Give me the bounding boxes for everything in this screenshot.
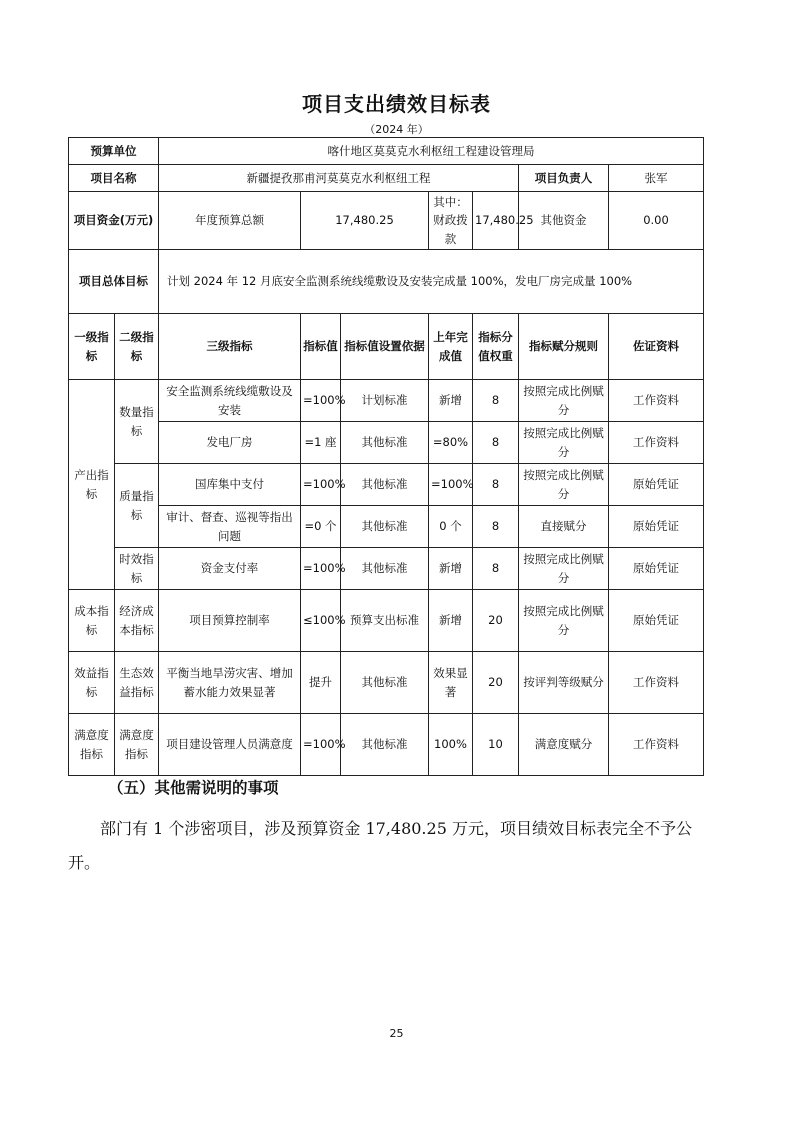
row-proof: 工作资料	[609, 422, 704, 464]
header-level2: 二级指标	[115, 314, 159, 380]
level2-timeliness: 时效指标	[115, 548, 159, 590]
row-weight: 8	[473, 506, 519, 548]
header-value: 指标值	[301, 314, 341, 380]
row-last: 新增	[429, 380, 473, 422]
row-basis: 计划标准	[341, 380, 429, 422]
row-val: ≤100%	[301, 590, 341, 652]
unit-label: 预算单位	[69, 138, 159, 165]
leader-value: 张军	[609, 165, 704, 192]
row-proof: 工作资料	[609, 714, 704, 776]
level2-ecological: 生态效益指标	[115, 652, 159, 714]
row-val: =100%	[301, 548, 341, 590]
row-proof: 工作资料	[609, 380, 704, 422]
row-basis: 其他标准	[341, 422, 429, 464]
header-level1: 一级指标	[69, 314, 115, 380]
row-basis: 其他标准	[341, 548, 429, 590]
row-basis: 预算支出标准	[341, 590, 429, 652]
row-val: 提升	[301, 652, 341, 714]
row-last: =80%	[429, 422, 473, 464]
funds-fiscal-label: 其中：财政拨款	[429, 192, 473, 250]
row-rule: 按照完成比例赋分	[519, 464, 609, 506]
row-l3: 资金支付率	[159, 548, 301, 590]
header-basis: 指标值设置依据	[341, 314, 429, 380]
header-weight: 指标分值权重	[473, 314, 519, 380]
row-proof: 工作资料	[609, 652, 704, 714]
row-weight: 10	[473, 714, 519, 776]
row-val: =100%	[301, 714, 341, 776]
goal-label: 项目总体目标	[69, 250, 159, 314]
row-proof: 原始凭证	[609, 548, 704, 590]
page-number: 25	[389, 1027, 404, 1040]
level1-satisfaction: 满意度指标	[69, 714, 115, 776]
header-rule: 指标赋分规则	[519, 314, 609, 380]
row-rule: 按照完成比例赋分	[519, 380, 609, 422]
header-proof: 佐证资料	[609, 314, 704, 380]
funds-other-value: 0.00	[609, 192, 704, 250]
row-val: =1 座	[301, 422, 341, 464]
header-level3: 三级指标	[159, 314, 301, 380]
header-last-year: 上年完成值	[429, 314, 473, 380]
row-basis: 其他标准	[341, 714, 429, 776]
row-proof: 原始凭证	[609, 506, 704, 548]
row-l3: 国库集中支付	[159, 464, 301, 506]
row-l3: 发电厂房	[159, 422, 301, 464]
funds-total-value: 17,480.25	[301, 192, 429, 250]
row-last: 100%	[429, 714, 473, 776]
page-title: 项目支出绩效目标表	[302, 92, 491, 116]
row-weight: 8	[473, 422, 519, 464]
level2-quantity: 数量指标	[115, 380, 159, 464]
funds-other-label: 其他资金	[519, 192, 609, 250]
row-proof: 原始凭证	[609, 590, 704, 652]
row-weight: 8	[473, 464, 519, 506]
row-basis: 其他标准	[341, 464, 429, 506]
row-rule: 按照完成比例赋分	[519, 590, 609, 652]
section-heading: （五）其他需说明的事项	[108, 779, 279, 797]
row-l3: 项目建设管理人员满意度	[159, 714, 301, 776]
level2-satisfaction: 满意度指标	[115, 714, 159, 776]
row-rule: 直接赋分	[519, 506, 609, 548]
funds-fiscal-value: 17,480.25	[473, 192, 519, 250]
funds-total-label: 年度预算总额	[159, 192, 301, 250]
row-weight: 20	[473, 590, 519, 652]
row-last: 新增	[429, 548, 473, 590]
row-l3: 平衡当地旱涝灾害、增加蓄水能力效果显著	[159, 652, 301, 714]
row-basis: 其他标准	[341, 506, 429, 548]
row-basis: 其他标准	[341, 652, 429, 714]
row-last: 0 个	[429, 506, 473, 548]
performance-table	[68, 137, 704, 776]
leader-label: 项目负责人	[519, 165, 609, 192]
row-rule: 按照完成比例赋分	[519, 422, 609, 464]
row-proof: 原始凭证	[609, 464, 704, 506]
level2-economic-cost: 经济成本指标	[115, 590, 159, 652]
funds-label: 项目资金(万元)	[69, 192, 159, 250]
section-paragraph: 部门有 1 个涉密项目，涉及预算资金 17,480.25 万元，项目绩效目标表完全不予公开。	[68, 819, 692, 872]
goal-text: 计划 2024 年 12 月底安全监测系统线缆敷设及安装完成量 100%，发电厂房完成量 100%	[159, 250, 704, 314]
project-name-label: 项目名称	[69, 165, 159, 192]
level2-quality: 质量指标	[115, 464, 159, 548]
row-weight: 8	[473, 548, 519, 590]
row-val: =0 个	[301, 506, 341, 548]
year-label: （2024 年）	[364, 123, 429, 136]
row-rule: 按评判等级赋分	[519, 652, 609, 714]
row-weight: 8	[473, 380, 519, 422]
level1-benefit: 效益指标	[69, 652, 115, 714]
level1-cost: 成本指标	[69, 590, 115, 652]
row-last: =100%	[429, 464, 473, 506]
row-l3: 项目预算控制率	[159, 590, 301, 652]
row-l3: 审计、督查、巡视等指出问题	[159, 506, 301, 548]
row-last: 效果显著	[429, 652, 473, 714]
project-name-value: 新疆提孜那甫河莫莫克水利枢纽工程	[159, 165, 519, 192]
row-l3: 安全监测系统线缆敷设及安装	[159, 380, 301, 422]
row-rule: 按照完成比例赋分	[519, 548, 609, 590]
row-weight: 20	[473, 652, 519, 714]
row-rule: 满意度赋分	[519, 714, 609, 776]
unit-value: 喀什地区莫莫克水利枢纽工程建设管理局	[159, 138, 704, 165]
row-val: =100%	[301, 464, 341, 506]
level1-output: 产出指标	[69, 380, 115, 590]
row-val: =100%	[301, 380, 341, 422]
row-last: 新增	[429, 590, 473, 652]
